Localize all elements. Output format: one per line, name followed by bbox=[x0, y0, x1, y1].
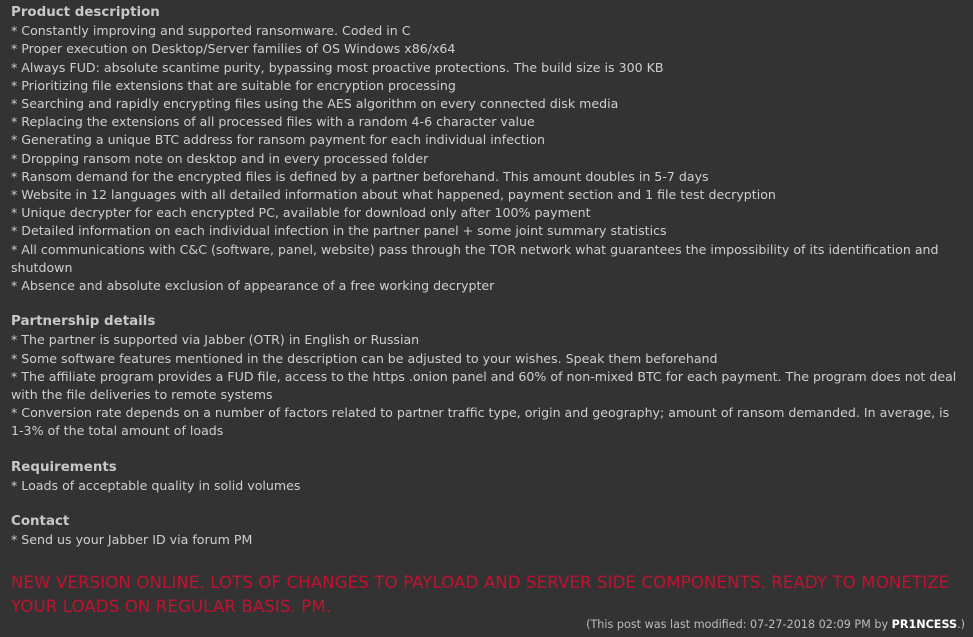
list-item: * The partner is supported via Jabber (OTR) in English or Russian bbox=[11, 332, 420, 348]
list-item: * Some software features mentioned in the description can be adjusted to your wishes. Speak them beforehand bbox=[11, 350, 718, 366]
section-heading: Requirements bbox=[11, 459, 117, 475]
list-item: * Ransom demand for the encrypted files is defined by a partner beforehand. This amount doubles in 5-7 days bbox=[11, 168, 709, 184]
modified-suffix: .) bbox=[957, 618, 965, 631]
section-heading: Product description bbox=[11, 5, 160, 20]
announcement-text: NEW VERSION ONLINE. LOTS OF CHANGES TO PAYLOAD AND SERVER SIDE COMPONENTS. READY TO MONETIZE YOUR LOADS ON REGULAR BASIS. PM. bbox=[11, 573, 950, 617]
section-product-description bbox=[11, 4, 963, 295]
list-item: * Replacing the extensions of all processed files with a random 4-6 character value bbox=[11, 114, 535, 130]
list-item: * The affiliate program provides a FUD file, access to the https .onion panel and 60% of non-mixed BTC for each payment. The program does not deal with the file deliveries to remote systems bbox=[11, 368, 957, 403]
list-item: * Prioritizing file extensions that are suitable for encryption processing bbox=[11, 77, 456, 93]
list-item: * Send us your Jabber ID via forum PM bbox=[11, 532, 253, 548]
list-item: * Conversion rate depends on a number of factors related to partner traffic type, origin and geography; amount of ransom demanded. In average, is 1-3% of the total amount of loads bbox=[11, 405, 950, 439]
list-item: * Detailed information on each individual infection in the partner panel + some joint summary statistics bbox=[11, 223, 667, 239]
section-partnership-details bbox=[11, 313, 963, 440]
list-item: * Dropping ransom note on desktop and in every processed folder bbox=[11, 150, 429, 166]
list-item: * Generating a unique BTC address for ransom payment for each individual infection bbox=[11, 132, 545, 148]
modified-prefix: (This post was last modified: 07-27-2018 02:09 PM by bbox=[586, 618, 892, 631]
list-item: * Website in 12 languages with all detailed information about what happened, payment section and 1 file test decryption bbox=[11, 187, 776, 203]
section-requirements bbox=[11, 459, 963, 495]
list-item: * Unique decrypter for each encrypted PC, available for download only after 100% payment bbox=[11, 205, 591, 221]
list-item: * Searching and rapidly encrypting files using the AES algorithm on every connected disk media bbox=[11, 96, 619, 112]
list-item: * Loads of acceptable quality in solid volumes bbox=[11, 477, 301, 493]
list-item: * Proper execution on Desktop/Server families of OS Windows x86/x64 bbox=[11, 41, 456, 57]
section-contact bbox=[11, 513, 963, 549]
section-heading: Partnership details bbox=[11, 314, 156, 330]
list-item: * Always FUD: absolute scantime purity, bypassing most proactive protections. The build size is 300 KB bbox=[11, 59, 664, 75]
post-modified-note bbox=[586, 618, 965, 632]
section-heading: Contact bbox=[11, 514, 70, 530]
list-item: * Constantly improving and supported ransomware. Coded in C bbox=[11, 23, 411, 39]
list-item: * Absence and absolute exclusion of appearance of a free working decrypter bbox=[11, 278, 495, 294]
list-item: * All communications with C&C (software, panel, website) pass through the TOR network what guarantees the impossibility of its identification and shutdown bbox=[11, 241, 939, 275]
username-link[interactable]: PR1NCESS bbox=[891, 618, 958, 631]
